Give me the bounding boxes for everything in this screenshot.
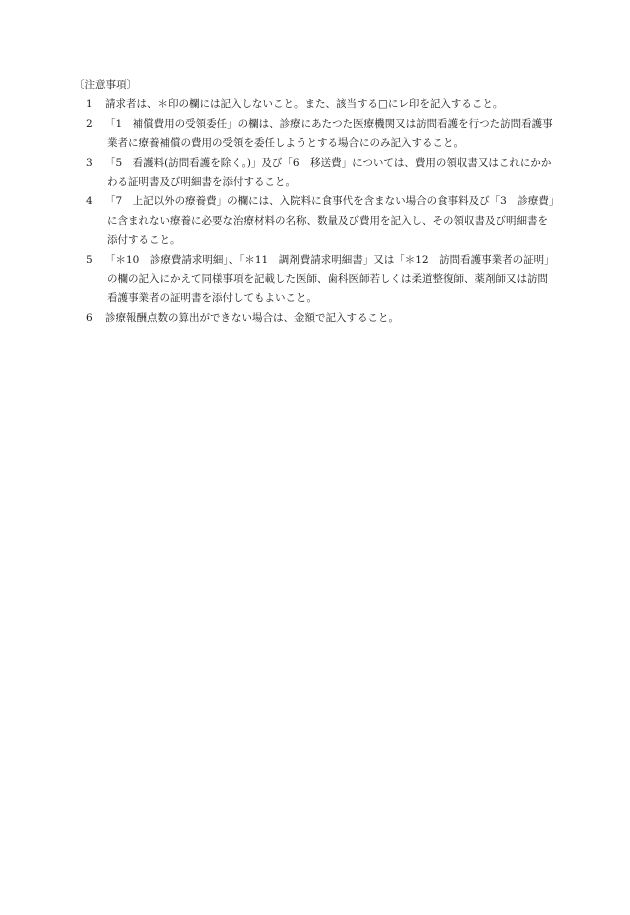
note-text: 診療報酬点数の算出ができない場合は、金額で記入すること。 (105, 311, 399, 324)
note-item-5 (76, 251, 556, 309)
note-number: 4 (86, 195, 93, 208)
note-text: 「5 看護料(訪問看護を除く。)」及び「6 移送費」については、費用の領収書又はこれにかかわる証明書及び明細書を添付すること。 (105, 156, 552, 189)
note-item-3 (76, 154, 556, 193)
note-item-2 (76, 115, 556, 154)
note-text: 「7 上記以外の療養費」の欄には、入院料に食事代を含まない場合の食事料及び「3 診療費」に含まれない療養に必要な治療材料の名称、数量及び費用を記入し、その領収書及び明細書を添付すること。 (105, 195, 555, 247)
note-text: 「＊10 診療費請求明細」、「＊11 調剤費請求明細書」又は「＊12 訪問看護事業者の証明」の欄の記入にかえて同様事項を記載した医師、歯科医師若しくは柔道整復師、薬剤師又は訪問看護事業者の証明書を添付してもよいこと。 (105, 253, 555, 305)
note-item-4 (76, 192, 556, 250)
note-number: 2 (86, 117, 93, 130)
notes-heading: 〔注意事項〕 (74, 79, 137, 91)
note-text: 「1 補償費用の受領委任」の欄は、診療にあたつた医療機関又は訪問看護を行つた訪問看護事業者に療養補償の費用の受領を委任しようとする場合にのみ記入すること。 (105, 117, 553, 150)
notes-section (76, 76, 556, 328)
note-item-6 (76, 309, 556, 328)
note-number: 5 (86, 253, 93, 266)
note-item-1 (76, 95, 556, 114)
note-number: 6 (86, 311, 93, 324)
note-number: 1 (86, 98, 93, 111)
note-text: 請求者は、＊印の欄には記入しないこと。また、該当する□にレ印を記入すること。 (105, 98, 504, 111)
note-number: 3 (86, 156, 93, 169)
